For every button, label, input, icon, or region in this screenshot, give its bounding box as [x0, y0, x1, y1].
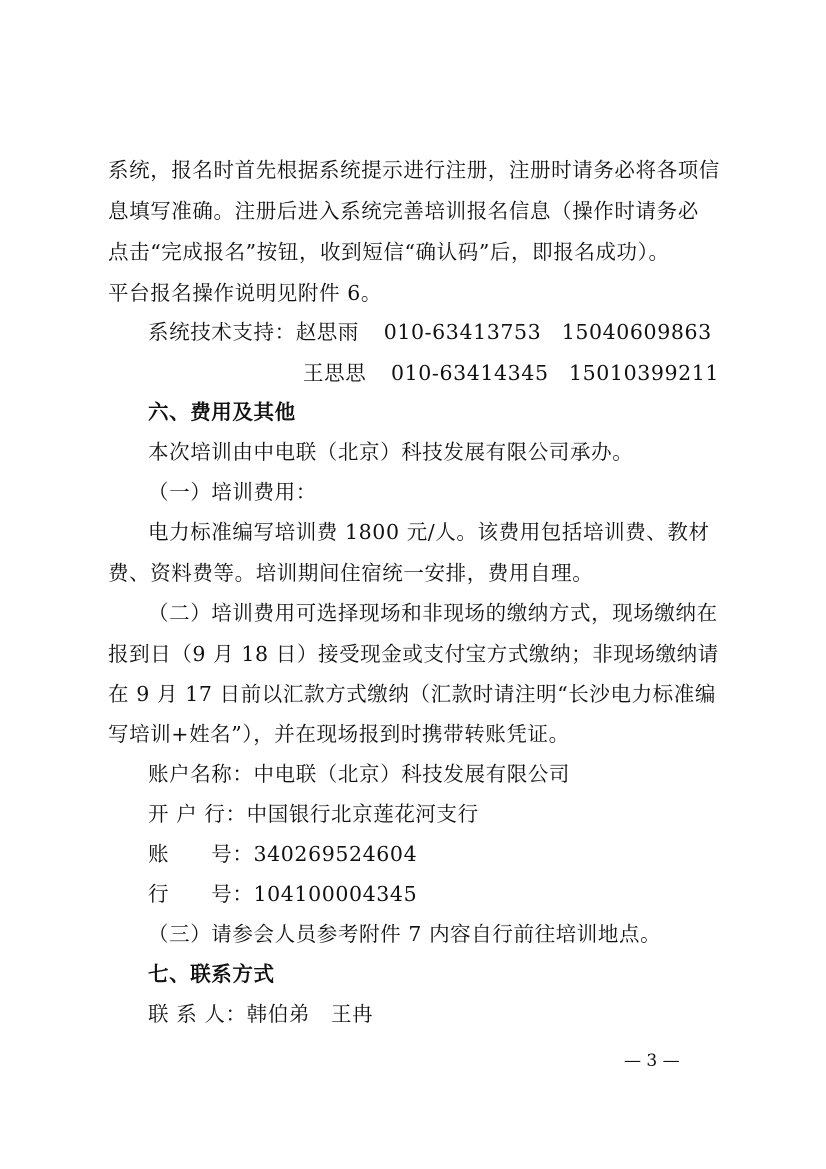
support-contact-phone: 010-63414345: [391, 361, 549, 385]
page-number: — 3 —: [624, 1051, 680, 1071]
body-text-line: 系统，报名时首先根据系统提示进行注册，注册时请务必将各项信: [108, 158, 720, 182]
section-heading: 六、费用及其他: [148, 400, 296, 424]
support-contact-name: 赵思雨: [295, 320, 360, 344]
support-contact-phone: 010-63413753: [383, 320, 542, 344]
contact-person-line: 联 系 人：韩伯弟 王冉: [148, 1002, 374, 1026]
bank-number-line: 行 号：104100004345: [148, 882, 418, 906]
account-number-line: 账 号：340269524604: [148, 842, 418, 866]
tech-support-row-1: [148, 318, 712, 346]
body-text-line: 写培训+姓名”），并在现场报到时携带转账凭证。: [108, 722, 570, 746]
body-text-line: （二）培训费用可选择现场和非现场的缴纳方式，现场缴纳在: [148, 601, 718, 625]
body-text-line: 息填写准确。注册后进入系统完善培训报名信息（操作时请务必: [108, 199, 699, 223]
tech-support-row-2: [303, 359, 719, 387]
body-text-line: 在 9 月 17 日前以汇款方式缴纳（汇款时请注明“长沙电力标准编: [108, 682, 716, 706]
support-contact-name: 王思思: [303, 361, 367, 385]
bank-line: 开 户 行：中国银行北京莲花河支行: [148, 802, 479, 826]
body-text-line: 电力标准编写培训费 1800 元/人。该费用包括培训费、教材: [148, 520, 710, 544]
body-text-line: 报到日（9 月 18 日）接受现金或支付宝方式缴纳；非现场缴纳请: [108, 642, 719, 666]
support-contact-mobile: 15010399211: [569, 361, 720, 385]
body-text-line: 点击“完成报名”按钮，收到短信“确认码”后，即报名成功）。: [108, 240, 670, 264]
account-name-line: 账户名称：中电联（北京）科技发展有限公司: [148, 762, 570, 786]
subsection-heading: （一）培训费用：: [148, 480, 317, 504]
body-text-line: 费、资料费等。培训期间住宿统一安排，费用自理。: [108, 561, 594, 585]
body-text-line: 本次培训由中电联（北京）科技发展有限公司承办。: [148, 440, 634, 464]
body-text-line: 平台报名操作说明见附件 6。: [108, 281, 382, 305]
section-heading: 七、联系方式: [148, 962, 275, 986]
body-text-line: （三）请参会人员参考附件 7 内容自行前往培训地点。: [148, 922, 662, 946]
tech-support-label: 系统技术支持：: [148, 320, 296, 344]
support-contact-mobile: 15040609863: [561, 320, 712, 344]
